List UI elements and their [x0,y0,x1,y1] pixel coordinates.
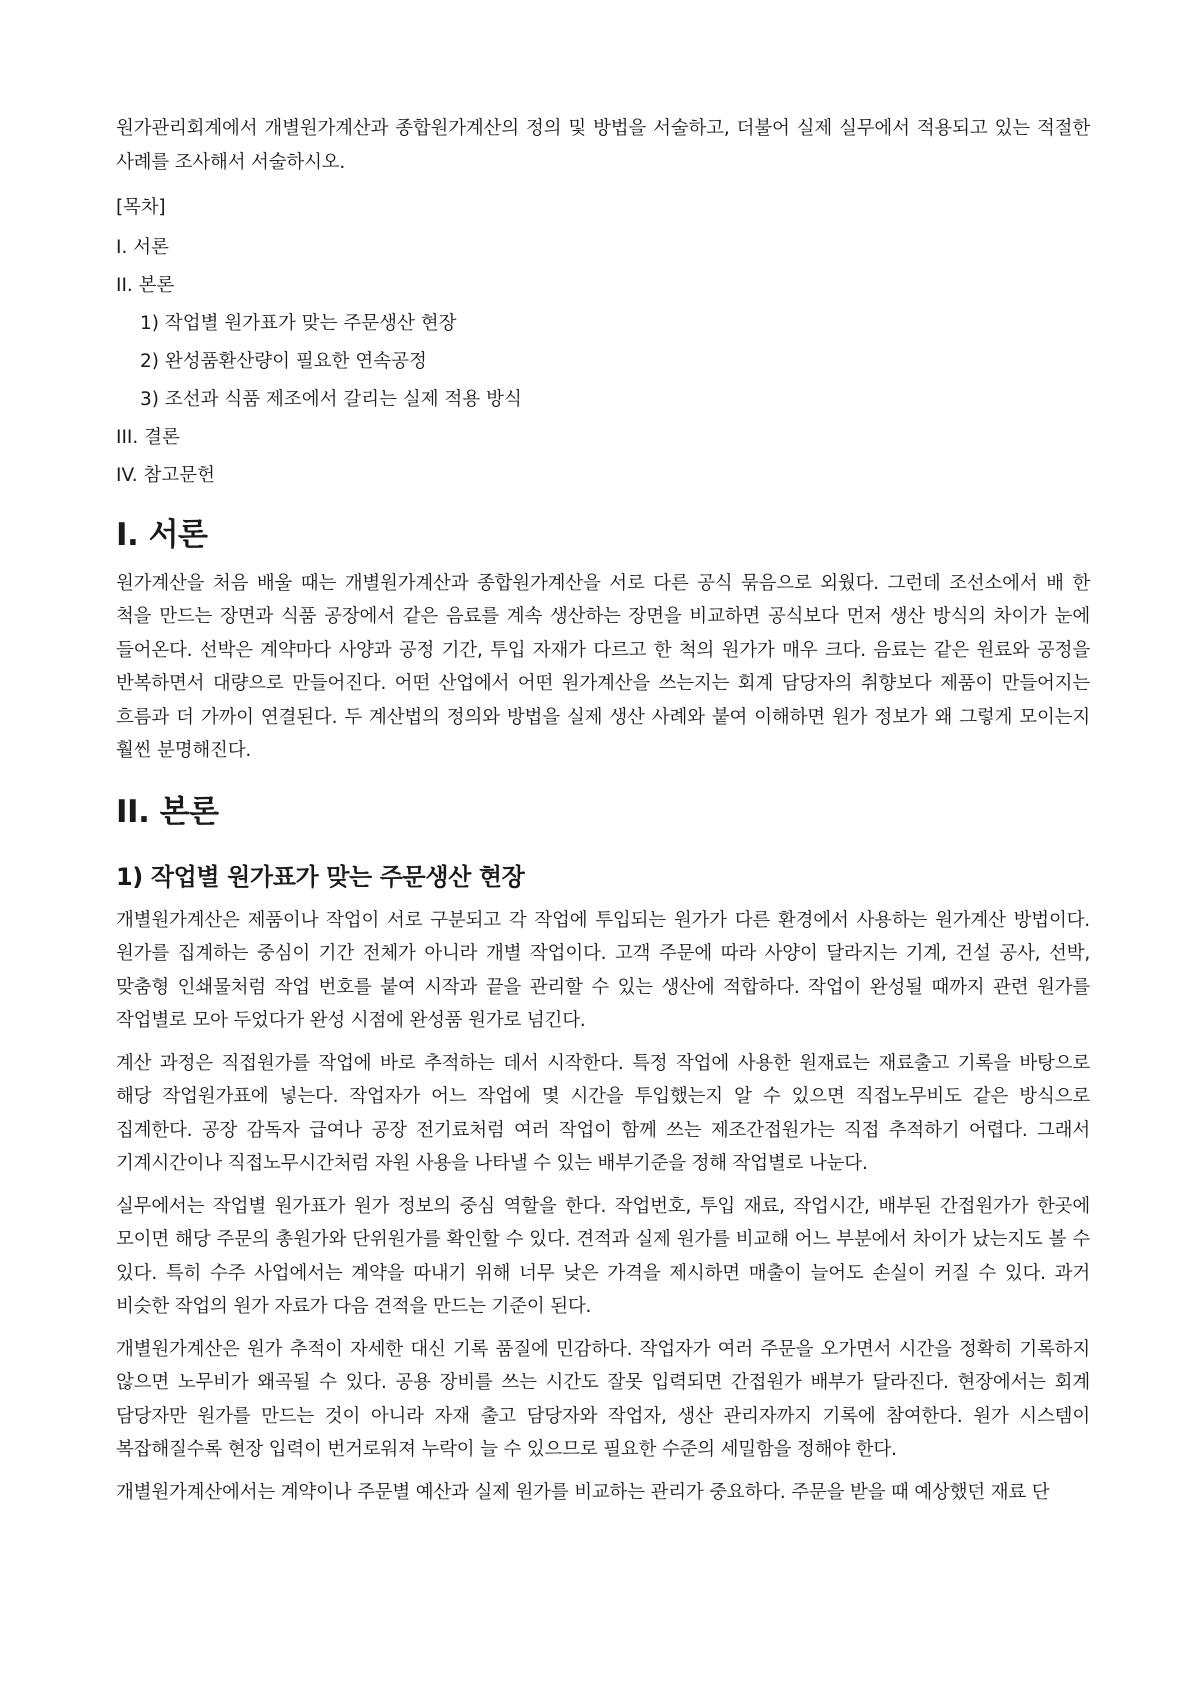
toc-item: IV. 참고문헌 [116,464,215,486]
body-paragraph: 개별원가계산은 원가 추적이 자세한 대신 기록 품질에 민감하다. 작업자가 여러 주문을 오가면서 시간을 정확히 기록하지 않으면 노무비가 왜곡될 수 있다. 공용 장비를 쓰는 시간도 잘못 입력되면 간접원가 배부가 달라진다. 현장에서는 회계 담당자만 원가를 만드는 것이 아니라 자재 출고 담당자와 작업자, 생산 관리자까지 기록에 참여한다. 원가 시스템이 복잡해질수록 현장 입력이 번거로워져 누락이 늘 수 있으므로 필요한 수준의 세밀함을 정해야 한다. [116,1338,1090,1460]
intro-paragraph: 원가계산을 처음 배울 때는 개별원가계산과 종합원가계산을 서로 다른 공식 묶음으로 외웠다. 그런데 조선소에서 배 한 척을 만드는 장면과 식품 공장에서 같은 음료를 계속 생산하는 장면을 비교하면 공식보다 먼저 생산 방식의 차이가 눈에 들어온다. 선박은 계약마다 사양과 공정 기간, 투입 자재가 다르고 한 척의 원가가 매우 크다. 음료는 같은 원료와 공정을 반복하면서 대량으로 만들어진다. 어떤 산업에서 어떤 원가계산을 쓰는지는 회계 담당자의 취향보다 제품이 만들어지는 흐름과 더 가까이 연결된다. 두 계산법의 정의와 방법을 실제 생산 사례와 붙여 이해하면 원가 정보가 왜 그렇게 모이는지 훨씬 분명해진다. [116,572,1090,761]
toc-item: III. 결론 [116,426,180,448]
toc-heading: [목차] [116,197,166,218]
toc-item: 1) 작업별 원가표가 맞는 주문생산 현장 [140,312,457,334]
document-page [116,112,1090,1518]
toc-item: 2) 완성품환산량이 필요한 연속공정 [140,350,427,372]
subsection-title: 1) 작업별 원가표가 맞는 주문생산 현장 [116,862,525,891]
toc-item: I. 서론 [116,236,169,258]
section-title-intro: I. 서론 [116,516,208,553]
section-title-body: II. 본론 [116,793,219,830]
assignment-prompt: 원가관리회계에서 개별원가계산과 종합원가계산의 정의 및 방법을 서술하고, 더불어 실제 실무에서 적용되고 있는 적절한 사례를 조사해서 서술하시오. [116,118,1090,173]
toc-item: 3) 조선과 식품 제조에서 갈리는 실제 적용 방식 [140,388,522,410]
body-paragraph: 실무에서는 작업별 원가표가 원가 정보의 중심 역할을 한다. 작업번호, 투입 재료, 작업시간, 배부된 간접원가가 한곳에 모이면 해당 주문의 총원가와 단위원가를 확인할 수 있다. 견적과 실제 원가를 비교해 어느 부분에서 차이가 났는지도 볼 수 있다. 특히 수주 사업에서는 계약을 따내기 위해 너무 낮은 가격을 제시하면 매출이 늘어도 손실이 커질 수 있다. 과거 비슷한 작업의 원가 자료가 다음 견적을 만드는 기준이 된다. [116,1195,1090,1317]
body-paragraph: 계산 과정은 직접원가를 작업에 바로 추적하는 데서 시작한다. 특정 작업에 사용한 원재료는 재료출고 기록을 바탕으로 해당 작업원가표에 넣는다. 작업자가 어느 작업에 몇 시간을 투입했는지 알 수 있으면 직접노무비도 같은 방식으로 집계한다. 공장 감독자 급여나 공장 전기료처럼 여러 작업이 함께 쓰는 제조간접원가는 직접 추적하기 어렵다. 그래서 기계시간이나 직접노무시간처럼 자원 사용을 나타낼 수 있는 배부기준을 정해 작업별로 나눈다. [116,1052,1090,1174]
body-paragraph: 개별원가계산에서는 계약이나 주문별 예산과 실제 원가를 비교하는 관리가 중요하다. 주문을 받을 때 예상했던 재료 단 [116,1481,1050,1503]
toc-item: II. 본론 [116,274,175,296]
table-of-contents [116,233,1090,491]
body-paragraph: 개별원가계산은 제품이나 작업이 서로 구분되고 각 작업에 투입되는 원가가 다른 환경에서 사용하는 원가계산 방법이다. 원가를 집계하는 중심이 기간 전체가 아니라 개별 작업이다. 고객 주문에 따라 사양이 달라지는 기계, 건설 공사, 선박, 맞춤형 인쇄물처럼 작업 번호를 붙여 시작과 끝을 관리할 수 있는 생산에 적합하다. 작업이 완성될 때까지 관련 원가를 작업별로 모아 두었다가 완성 시점에 완성품 원가로 넘긴다. [116,909,1090,1031]
